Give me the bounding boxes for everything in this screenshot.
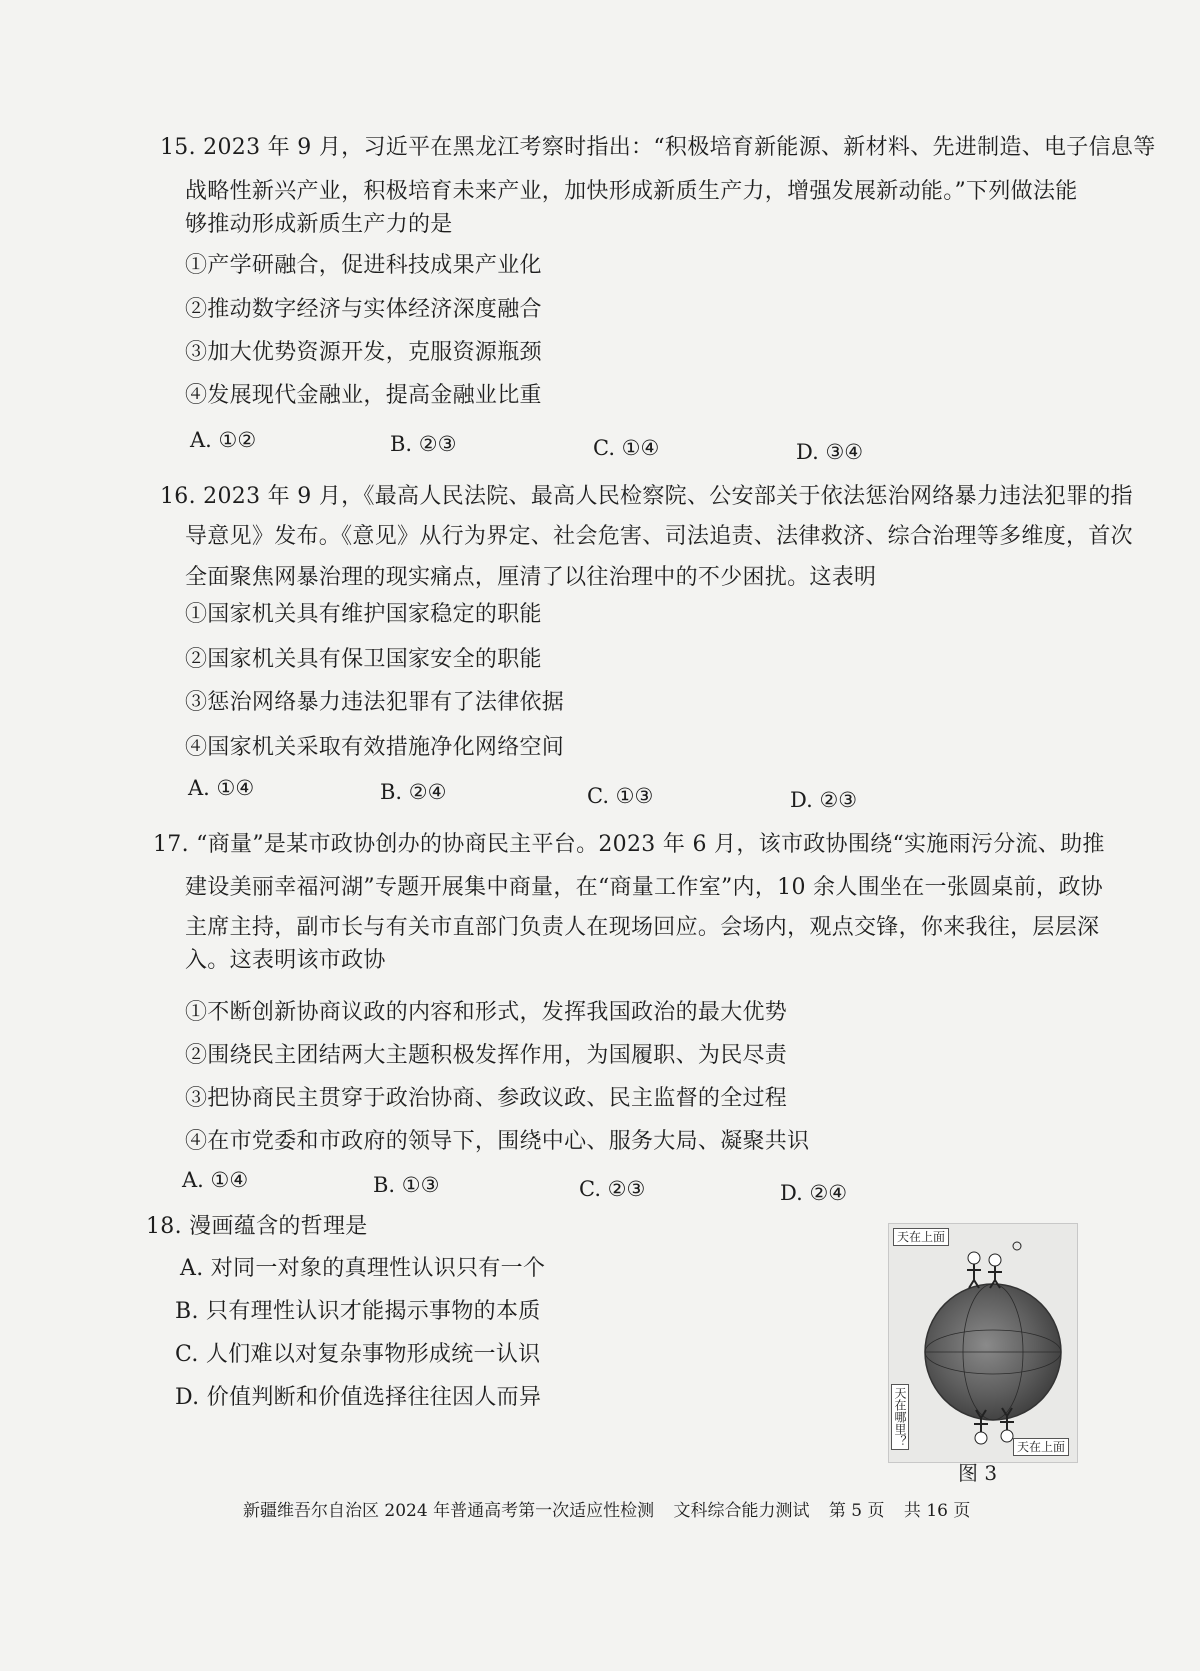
q15-stem-line-1: 15. 2023 年 9 月，习近平在黑龙江考察时指出：“积极培育新能源、新材料、先进制造、电子信息等 (160, 135, 1156, 160)
q17-item-4: ④在市党委和市政府的领导下，围绕中心、服务大局、凝聚共识 (185, 1129, 810, 1154)
q16-option-a: A. ①④ (188, 776, 255, 800)
q17-option-a: A. ①④ (182, 1168, 249, 1192)
q17-item-1: ①不断创新协商议政的内容和形式，发挥我国政治的最大优势 (185, 1000, 788, 1025)
q16-item-2: ②国家机关具有保卫国家安全的职能 (185, 647, 542, 672)
q16-option-c: C. ①③ (587, 784, 654, 808)
q15-item-3: ③加大优势资源开发，克服资源瓶颈 (185, 340, 542, 365)
q15-option-d: D. ③④ (796, 440, 864, 464)
q15-stem-line-3: 够推动形成新质生产力的是 (185, 212, 453, 237)
q16-item-4: ④国家机关采取有效措施净化网络空间 (185, 735, 565, 760)
footer-page-number: 第 5 页 (828, 1501, 885, 1521)
q17-option-d: D. ②④ (780, 1181, 848, 1205)
q17-option-b: B. ①③ (373, 1173, 440, 1197)
cartoon-label-bottom: 天在上面 (1013, 1438, 1069, 1456)
q17-option-c: C. ②③ (579, 1177, 646, 1201)
q18-option-a: A. 对同一对象的真理性认识只有一个 (180, 1256, 546, 1281)
q17-stem-line-2: 建设美丽幸福河湖”专题开展集中商量，在“商量工作室”内，10 余人围坐在一张圆桌前，政协 (185, 875, 1103, 900)
footer-subject: 文科综合能力测试 (673, 1501, 810, 1521)
q17-stem-line-1: 17. “商量”是某市政协创办的协商民主平台。2023 年 6 月，该市政协围绕“实施雨污分流、助推 (153, 832, 1105, 857)
q18-option-b: B. 只有理性认识才能揭示事物的本质 (175, 1299, 541, 1324)
q17-item-2: ②围绕民主团结两大主题积极发挥作用，为国履职、为民尽责 (185, 1043, 788, 1068)
q15-item-1: ①产学研融合，促进科技成果产业化 (185, 253, 542, 278)
q16-item-1: ①国家机关具有维护国家稳定的职能 (185, 602, 542, 627)
q15-option-b: B. ②③ (390, 432, 457, 456)
q15-stem-line-2: 战略性新兴产业，积极培育未来产业，加快形成新质生产力，增强发展新动能。”下列做法能 (185, 179, 1078, 204)
footer-exam-title: 新疆维吾尔自治区 2024 年普通高考第一次适应性检测 (243, 1501, 655, 1521)
cartoon-figure (888, 1223, 1078, 1463)
footer-total-pages: 共 16 页 (903, 1501, 971, 1521)
q17-item-3: ③把协商民主贯穿于政治协商、参政议政、民主监督的全过程 (185, 1086, 788, 1111)
q16-stem-line-1: 16. 2023 年 9 月，《最高人民法院、最高人民检察院、公安部关于依法惩治网络暴力违法犯罪的指 (160, 484, 1133, 509)
cartoon-label-top: 天在上面 (893, 1228, 949, 1246)
globe-cartoon-illustration (889, 1224, 1077, 1462)
q16-option-d: D. ②③ (790, 788, 858, 812)
cartoon-label-left: 天在哪里？ (891, 1384, 909, 1450)
q18-stem: 18. 漫画蕴含的哲理是 (146, 1214, 368, 1239)
q15-item-4: ④发展现代金融业，提高金融业比重 (185, 383, 542, 408)
q15-option-c: C. ①④ (593, 436, 660, 460)
q15-item-2: ②推动数字经济与实体经济深度融合 (185, 297, 542, 322)
figure-caption: 图 3 (958, 1461, 998, 1485)
page-footer (243, 1498, 984, 1524)
q16-stem-line-3: 全面聚焦网暴治理的现实痛点，厘清了以往治理中的不少困扰。这表明 (185, 565, 877, 590)
q18-option-c: C. 人们难以对复杂事物形成统一认识 (175, 1342, 541, 1367)
q15-option-a: A. ①② (190, 428, 257, 452)
q17-stem-line-4: 入。这表明该市政协 (185, 948, 386, 973)
q17-stem-line-3: 主席主持，副市长与有关市直部门负责人在现场回应。会场内，观点交锋，你来我往，层层深 (185, 915, 1100, 940)
q16-stem-line-2: 导意见》发布。《意见》从行为界定、社会危害、司法追责、法律救济、综合治理等多维度，首次 (185, 524, 1133, 549)
q16-option-b: B. ②④ (380, 780, 447, 804)
q16-item-3: ③惩治网络暴力违法犯罪有了法律依据 (185, 690, 565, 715)
q18-option-d: D. 价值判断和价值选择往往因人而异 (175, 1385, 542, 1410)
